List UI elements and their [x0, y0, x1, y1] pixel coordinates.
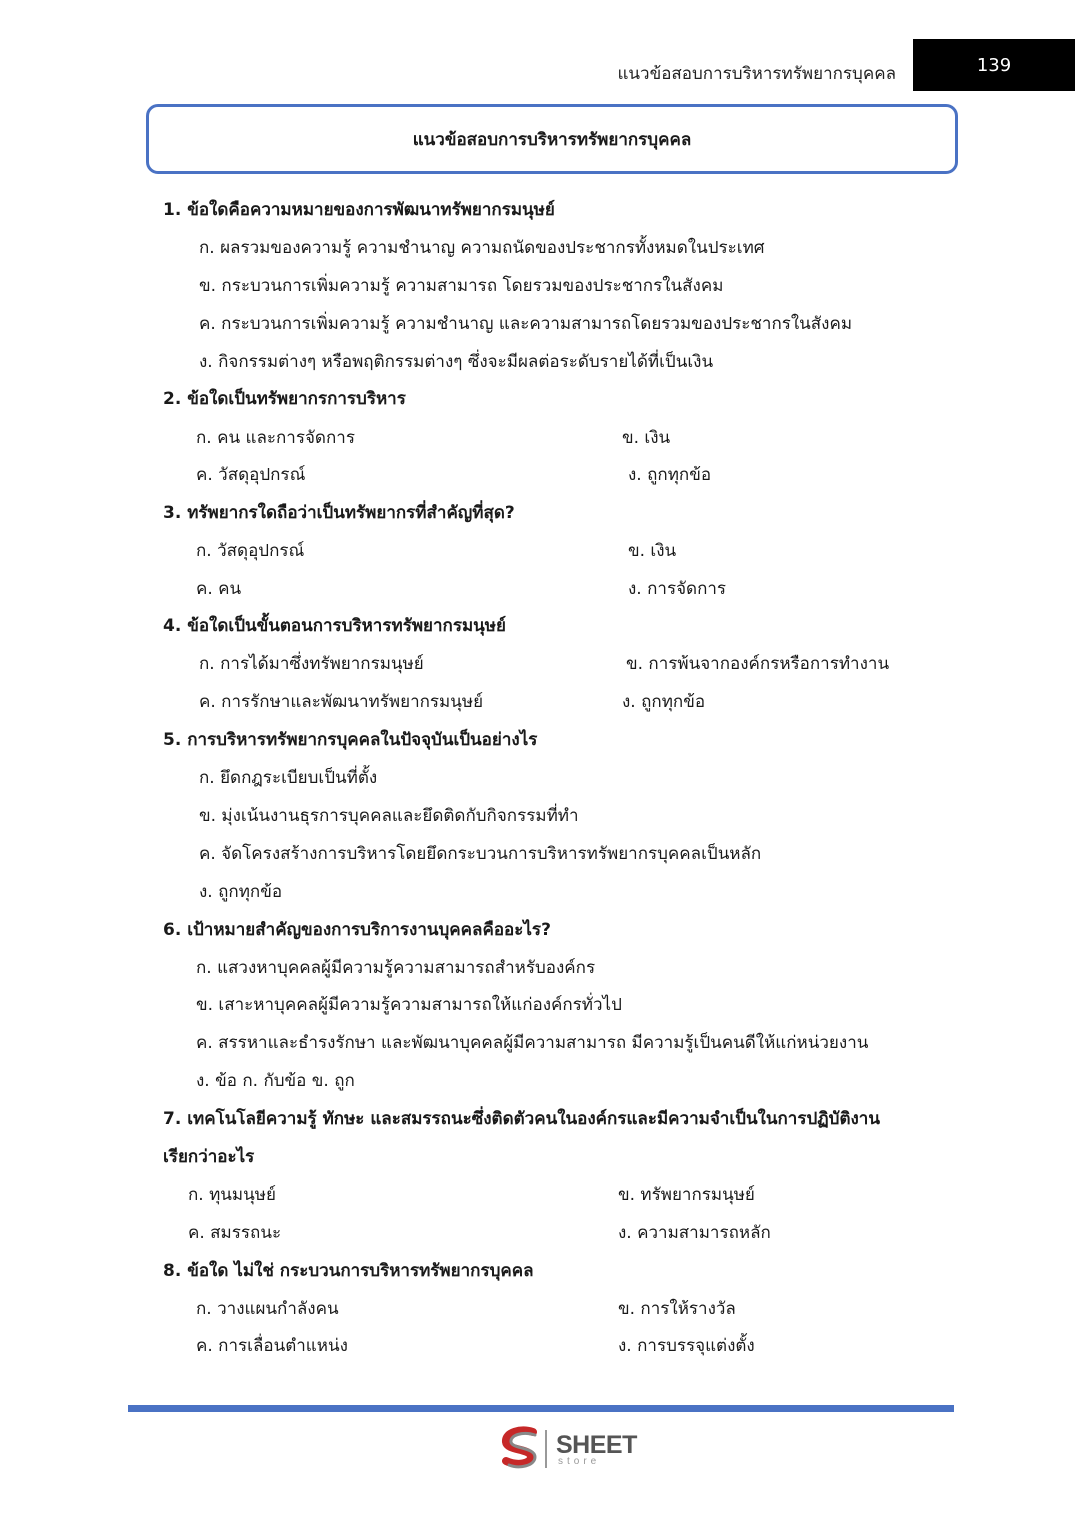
option: ก. ผลรวมของความรู้ ความชำนาญ ความถนัดของประชากรทั้งหมดในประเทศ [199, 238, 765, 258]
option: ค. การรักษาและพัฒนาทรัพยากรมนุษย์ [199, 692, 484, 712]
option: ง. การจัดการ [628, 579, 727, 599]
option: ข. เสาะหาบุคคลผู้มีความรู้ความสามารถให้แก่องค์กรทั่วไป [196, 995, 622, 1015]
logo-subtext: store [558, 1456, 601, 1467]
option: ก. วัสดุอุปกรณ์ [196, 541, 305, 561]
question-2: 2. ข้อใดเป็นทรัพยากรการบริหาร [163, 389, 406, 409]
option: ค. สมรรถนะ [188, 1223, 282, 1243]
option: ค. วัสดุอุปกรณ์ [196, 465, 306, 485]
option: ก. คน และการจัดการ [196, 428, 355, 448]
question-6: 6. เป้าหมายสำคัญของการบริการงานบุคคลคืออะไร? [163, 920, 551, 940]
option: ข. กระบวนการเพิ่มความรู้ ความสามารถ โดยรวมของประชากรในสังคม [199, 276, 724, 296]
question-7-cont: เรียกว่าอะไร [163, 1147, 255, 1167]
option: ข. การให้รางวัล [618, 1299, 736, 1319]
option: ง. ความสามารถหลัก [618, 1223, 771, 1243]
question-1: 1. ข้อใดคือความหมายของการพัฒนาทรัพยากรมนุษย์ [163, 200, 555, 220]
option: ข. ทรัพยากรมนุษย์ [618, 1185, 755, 1205]
option: ก. ทุนมนุษย์ [188, 1185, 276, 1205]
option: ก. วางแผนกำลังคน [196, 1299, 339, 1319]
logo-s-icon [497, 1426, 549, 1472]
option: ก. การได้มาซึ่งทรัพยากรมนุษย์ [199, 654, 424, 674]
option: ข. เงิน [622, 428, 671, 448]
question-8: 8. ข้อใด ไม่ใช่ กระบวนการบริหารทรัพยากรบุคคล [163, 1261, 534, 1281]
option: ค. สรรหาและธำรงรักษา และพัฒนาบุคคลผู้มีความสามารถ มีความรู้เป็นคนดีให้แก่หน่วยงาน [196, 1033, 869, 1053]
option: ค. การเลื่อนตำแหน่ง [196, 1336, 348, 1356]
option: ง. ถูกทุกข้อ [199, 882, 283, 902]
box-title: แนวข้อสอบการบริหารทรัพยากรบุคคล [412, 129, 692, 150]
option: ง. การบรรจุแต่งตั้ง [618, 1336, 755, 1356]
option: ค. กระบวนการเพิ่มความรู้ ความชำนาญ และความสามารถโดยรวมของประชากรในสังคม [199, 314, 853, 334]
header-title: แนวข้อสอบการบริหารทรัพยากรบุคคล [617, 64, 896, 84]
question-4: 4. ข้อใดเป็นขั้นตอนการบริหารทรัพยากรมนุษย์ [163, 616, 506, 636]
option: ค. จัดโครงสร้างการบริหารโดยยึดกระบวนการบริหารทรัพยากรบุคคลเป็นหลัก [199, 844, 762, 864]
logo-text: SHEET [556, 1431, 637, 1459]
option: ข. การพ้นจากองค์กรหรือการทำงาน [626, 654, 890, 674]
title-box [146, 104, 958, 174]
question-7: 7. เทคโนโลยีความรู้ ทักษะ และสมรรถนะซึ่งติดตัวคนในองค์กรและมีความจำเป็นในการปฏิบัติงาน [163, 1109, 880, 1129]
option: ก. ยึดกฎระเบียบเป็นที่ตั้ง [199, 768, 378, 788]
option: ง. ถูกทุกข้อ [622, 692, 706, 712]
question-5: 5. การบริหารทรัพยากรบุคคลในปัจจุบันเป็นอย่างไร [163, 730, 538, 750]
page-number: 139 [913, 39, 1075, 91]
option: ก. แสวงหาบุคคลผู้มีความรู้ความสามารถสำหรับองค์กร [196, 958, 596, 978]
option: ง. กิจกรรมต่างๆ หรือพฤติกรรมต่างๆ ซึ่งจะมีผลต่อระดับรายได้ที่เป็นเงิน [199, 352, 714, 372]
question-3: 3. ทรัพยากรใดถือว่าเป็นทรัพยากรที่สำคัญที่สุด? [163, 503, 515, 523]
option: ง. ถูกทุกข้อ [628, 465, 712, 485]
option: ข. มุ่งเน้นงานธุรการบุคคลและยึดติดกับกิจกรรมที่ทำ [199, 806, 579, 826]
option: ค. คน [196, 579, 242, 599]
option: ง. ข้อ ก. กับข้อ ข. ถูก [196, 1071, 355, 1091]
footer-rule [128, 1405, 954, 1412]
option: ข. เงิน [628, 541, 677, 561]
